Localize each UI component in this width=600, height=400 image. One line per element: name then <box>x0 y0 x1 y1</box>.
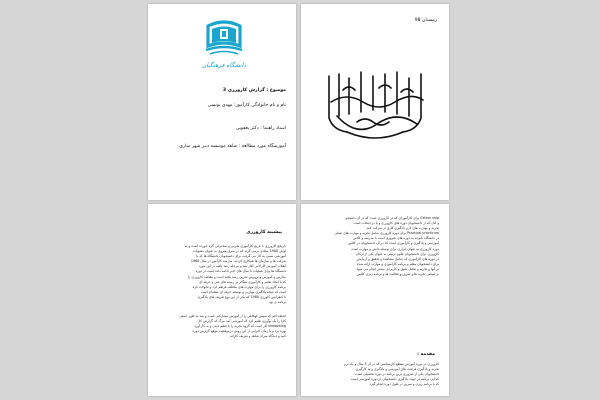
text-line: کارورزی برای دانشجویان علوم تربیتی به عنوان یکی از ارکان <box>356 251 439 256</box>
text-line: Practical practicum برای دوره کارورزی شامل تجربه و مهارت های عملی <box>334 231 439 236</box>
text-line: Extern ship برای کارآموزان که در کارورزی است که در آن دانشجو <box>345 216 439 220</box>
intro-title: مقدمه : <box>417 352 435 357</box>
text-line: کنید و دیدگاه میزان شاهد و تعریف کاراته <box>230 334 286 339</box>
text-line: آموزشی و یادگیری و کارآموزی است که در آن دانشجویان در کلاس <box>348 241 439 246</box>
text-line: برای دانشجویان معلم و برنامه کارآموزی و مهارت ارائه شده <box>356 261 439 266</box>
subject-line: موضوع : گزارش کارورزی 3 <box>222 88 286 93</box>
text-line: که با اتحاد تعلیم و کارآموزی هنگام در زمینه های فنی و حرفه ای <box>198 279 286 284</box>
text-line: آموزشی نسبی به کار می گرفت برای دانشجویان دانشگاه ها که با <box>196 254 286 259</box>
text-line: اوایل 1900 میلادی برمی گردد که در شرق متروی به عنوان مصوبات <box>192 249 286 254</box>
text-line: کارا را یک نوآوری تعلیم کرد که آموزشی آمد مرگ که گزارش کار <box>197 319 286 324</box>
school-line: آموزشگاه مورد مطالعه : شاهد موسسه دبیر شهر ساری <box>179 144 286 149</box>
text-line: shadowing کار است که گروه تجربه را با تعلیم دیدن و به کار آورد <box>194 324 286 329</box>
text-line: که با برنامه ریزی و تمرین در طول دوره انجام گیرد <box>369 382 439 387</box>
text-line: برنامه ی بود <box>269 300 286 305</box>
text-line: اضافه کنم که سپس کهکاهی را از آموزش مشارکتی است و شد به طور جمعی <box>179 314 286 318</box>
text-line: تجربه و یادگیری فرصت های آموزشی و یادگیری و به کارگیری <box>355 367 439 372</box>
text-line: انقلاب آموزش کاراختی آغاز شد و مرحله رشد یافته در این مورد <box>198 264 286 269</box>
history-paragraph-1 <box>158 244 286 305</box>
logo-caption: دانشگاه فرهنگیان <box>201 62 247 69</box>
text-line: کارورزی در دوره آموزش مقطع کارشناسی که در آن 3 سال و یک ترم <box>343 362 439 366</box>
text-line: در دانشگاه باتوجه به دوره های ضروری است با مدرسه و کلاس <box>352 236 439 241</box>
intro-paragraph-1 <box>311 216 439 277</box>
history-paragraph-2 <box>158 314 286 339</box>
history-page <box>148 204 296 396</box>
university-logo-icon <box>202 16 246 60</box>
text-line: است که نتیجه یادگیری مهارتی و توسعه حرفه ای معلمان است <box>200 289 286 294</box>
text-line: که این برنامه در جهت یادگیری دانشجویان از دوره آموزشی است <box>350 377 439 382</box>
teacher-line: استاد راهنما : دکتر یعقوبی <box>235 126 286 131</box>
text-line: تا کنفرانس کاورزی 1980 که یکی از این نوع تعریف های یادگیری <box>197 294 286 299</box>
text-line: مدارس و آموزش و پرورش تجربی رشد یافته است و مقاصد کارورزی را <box>187 274 286 279</box>
text-line: بر اساس تجربه ها و تمرین و فعالیت ها و برنامه ریزی کلاس <box>357 272 439 277</box>
text-line: دانشجویان یکی از ضروری ترین برنامه در دوره تحصیلی است <box>355 372 439 377</box>
calligraphy-page <box>301 4 449 200</box>
cover-page <box>148 4 296 200</box>
text-line: و آنان که از دانشجویان دوره های کارورزی و یا در انتخاب است <box>353 221 439 226</box>
text-line: دانشگاه ها برای عملیات تا سال های اخیر ادامه داده است در دوره <box>195 269 286 274</box>
text-line: برنامه کارورزی را برای مهارت های مختلف فراهم کرد و تحولات تازه <box>192 284 286 289</box>
text-line: تجربه و مهارت های لازم یادگیری کاری از شرکت کنند <box>366 226 439 231</box>
bismillah-calligraphy-icon <box>317 66 435 142</box>
text-line: دوره کارورزی به عنوان ابزاری برای توسعه دانش و مهارت است <box>351 246 439 251</box>
text-line: در دوره های کارآموزی که شامل مشاهده و تحقیق و آزمایش <box>356 256 439 261</box>
intro-paragraph-2 <box>311 362 439 387</box>
text-line: بهره برد و با زمان اجرایی از این روش درموقعیت موقع گزارش دوره <box>192 329 286 334</box>
text-line: شرکت ها و سازمان ها همکاری کردند. مدرسه کارآموز در سال 1960 <box>190 259 286 264</box>
text-line: تاریخچ کارورزی با تاریخ کارآموزی تجربی و سخنرانی گره خورده است و به <box>184 244 286 248</box>
text-line: بر آنها و تجزیه و تحلیل دقیق و کاربردی بیشتر انجام می شود <box>356 266 439 271</box>
introduction-page <box>301 204 449 396</box>
date-label: زمستان 98 <box>414 18 437 23</box>
history-title: پیشینه کارورزی <box>246 230 282 235</box>
student-line: نام و نام خانوادگی کارآموز: مهدی یونسی <box>207 103 286 108</box>
